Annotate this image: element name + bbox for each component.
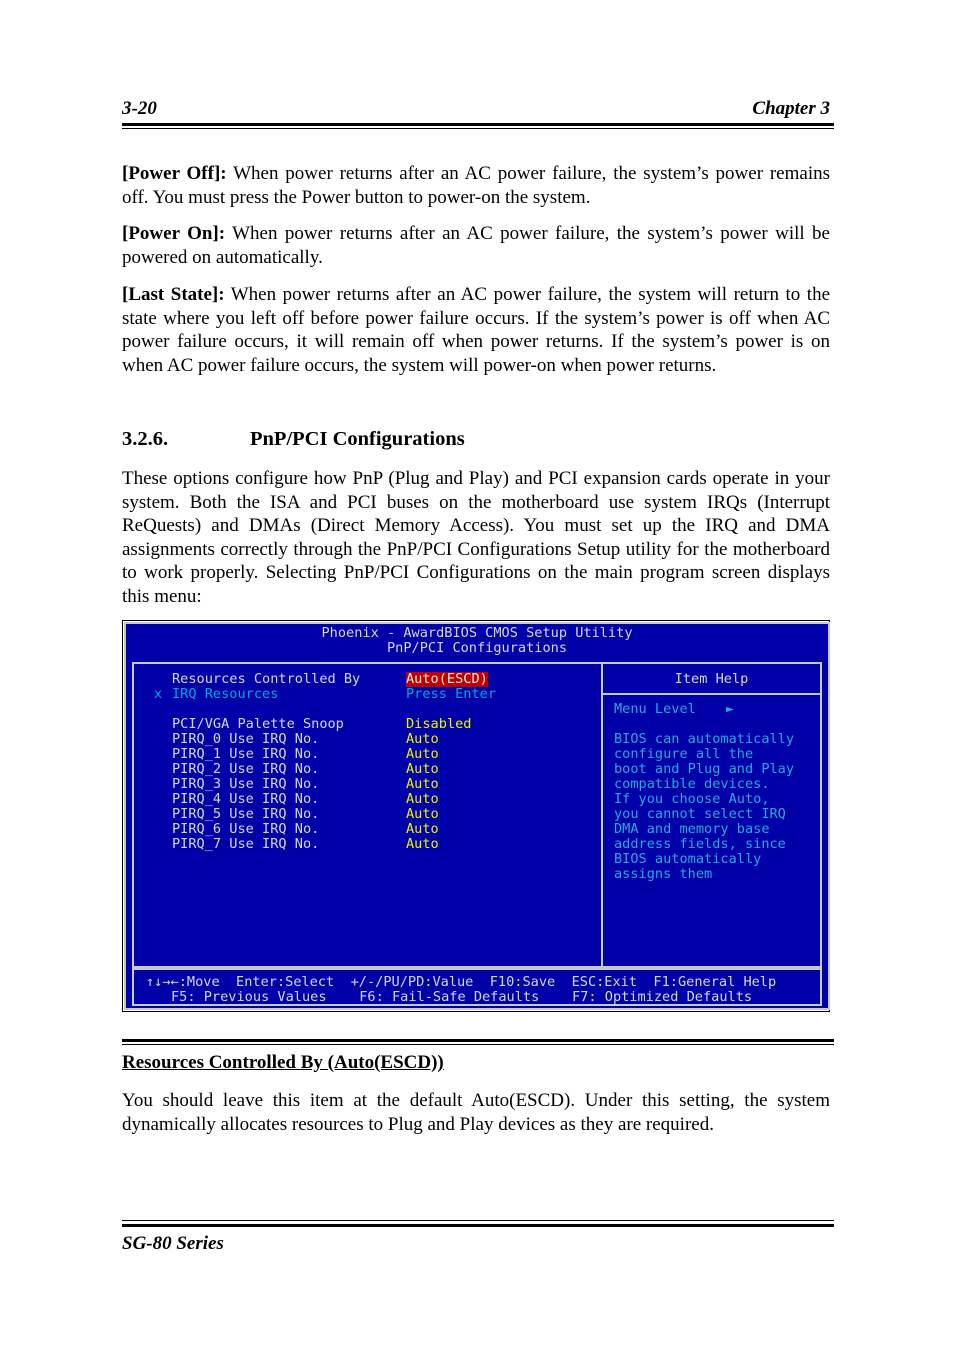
subsection-title: Resources Controlled By (Auto(ESCD)) — [122, 1052, 444, 1073]
bios-item-label: Resources Controlled By — [172, 671, 361, 687]
bios-item-label: PCI/VGA Palette Snoop — [172, 716, 344, 732]
help-line: address fields, since — [614, 836, 786, 852]
bios-help-divider — [603, 693, 820, 695]
help-line: assigns them — [614, 866, 713, 882]
bios-title-line1: Phoenix - AwardBIOS CMOS Setup Utility — [321, 625, 633, 641]
help-line: BIOS automatically — [614, 851, 762, 867]
help-line: compatible devices. — [614, 776, 770, 792]
bios-item-value: Auto — [406, 791, 439, 807]
last-state-text: When power returns after an AC power failure, the system will return to the state where you left off before power failure occurs. If the system’s power is off when AC power failure occurs, it will remain off when power returns. If the system’s power is on when AC power failure occurs, the system will power-on when power returns. — [122, 284, 830, 376]
bios-item-value: Press Enter — [406, 686, 497, 702]
power-on-label: [Power On]: — [122, 223, 226, 244]
bios-screen — [124, 622, 830, 1010]
power-off-paragraph — [122, 162, 830, 209]
item-help-title: Item Help — [674, 671, 749, 687]
bios-item-label: PIRQ_2 Use IRQ No. — [172, 761, 320, 777]
bios-divider — [601, 664, 603, 966]
power-on-text: When power returns after an AC power failure, the system’s power will be powered on automatically. — [122, 223, 830, 268]
bios-item-value: Auto — [406, 836, 439, 852]
header-rule-thin — [122, 128, 834, 129]
bios-item-value-selected[interactable]: Auto(ESCD) — [406, 671, 488, 687]
section-title — [122, 428, 465, 451]
help-line: If you choose Auto, — [614, 791, 770, 807]
bios-item-label: PIRQ_3 Use IRQ No. — [172, 776, 320, 792]
footer-series: SG-80 Series — [122, 1233, 224, 1254]
bios-item-label: PIRQ_7 Use IRQ No. — [172, 836, 320, 852]
chapter-label: Chapter 3 — [752, 98, 830, 119]
bios-item-label: PIRQ_6 Use IRQ No. — [172, 821, 320, 837]
subsection-rule-thick — [122, 1039, 834, 1042]
menu-level-arrow-icon: ► — [726, 701, 735, 717]
bios-item-value: Auto — [406, 761, 439, 777]
bios-item-label: PIRQ_0 Use IRQ No. — [172, 731, 320, 747]
bios-item-label: PIRQ_4 Use IRQ No. — [172, 791, 320, 807]
subsection-text: You should leave this item at the default Auto(ESCD). Under this setting, the system dynamically allocates resources to Plug and Play devices as they are required. — [122, 1090, 830, 1135]
section-number: 3.2.6. — [122, 428, 169, 450]
menu-level-label: Menu Level — [614, 701, 696, 717]
page-number: 3-20 — [122, 98, 157, 119]
footer-rule-thin — [122, 1220, 834, 1221]
power-off-text: When power returns after an AC power failure, the system’s power remains off. You must press the Power button to power-on the system. — [122, 163, 831, 208]
bios-item-label: PIRQ_5 Use IRQ No. — [172, 806, 320, 822]
last-state-paragraph — [122, 283, 830, 377]
help-line: configure all the — [614, 746, 754, 762]
bios-item-disabled-marker: x — [154, 686, 163, 702]
bios-footer-defaults: F5: Previous Values F6: Fail-Safe Defaults F7: Optimized Defaults — [171, 989, 753, 1005]
bios-item-value: Disabled — [406, 716, 472, 732]
help-line: BIOS can automatically — [614, 731, 795, 747]
power-off-label: [Power Off]: — [122, 163, 227, 184]
section-intro: These options configure how PnP (Plug and Play) and PCI expansion cards operate in your system. Both the ISA and PCI buses on the motherboard use system IRQs (Interrupt ReQuests) and DMAs (Direct Memory Access). You must set up the IRQ and DMA assignments correctly through the PnP/PCI Configurations Setup utility for the motherboard to work properly. Selecting PnP/PCI Configurations on the main program screen displays this menu: — [122, 468, 830, 607]
help-line: DMA and memory base — [614, 821, 770, 837]
help-line: boot and Plug and Play — [614, 761, 795, 777]
bios-item-value: Auto — [406, 746, 439, 762]
subsection-rule-thin — [122, 1044, 834, 1045]
bios-item-value: Auto — [406, 806, 439, 822]
bios-item-value: Auto — [406, 731, 439, 747]
last-state-label: [Last State]: — [122, 284, 225, 305]
bios-footer-keys: ↑↓→←:Move Enter:Select +/-/PU/PD:Value F10:Save ESC:Exit F1:General Help — [146, 974, 777, 990]
bios-item-label: PIRQ_1 Use IRQ No. — [172, 746, 320, 762]
bios-title-line2: PnP/PCI Configurations — [386, 640, 568, 656]
help-line: you cannot select IRQ — [614, 806, 786, 822]
bios-item-label: IRQ Resources — [172, 686, 279, 702]
footer-rule-thick — [122, 1224, 834, 1227]
bios-item-value: Auto — [406, 776, 439, 792]
power-on-paragraph — [122, 222, 830, 269]
section-title-text: PnP/PCI Configurations — [250, 428, 465, 450]
bios-item-value: Auto — [406, 821, 439, 837]
header-rule-thick — [122, 123, 834, 126]
